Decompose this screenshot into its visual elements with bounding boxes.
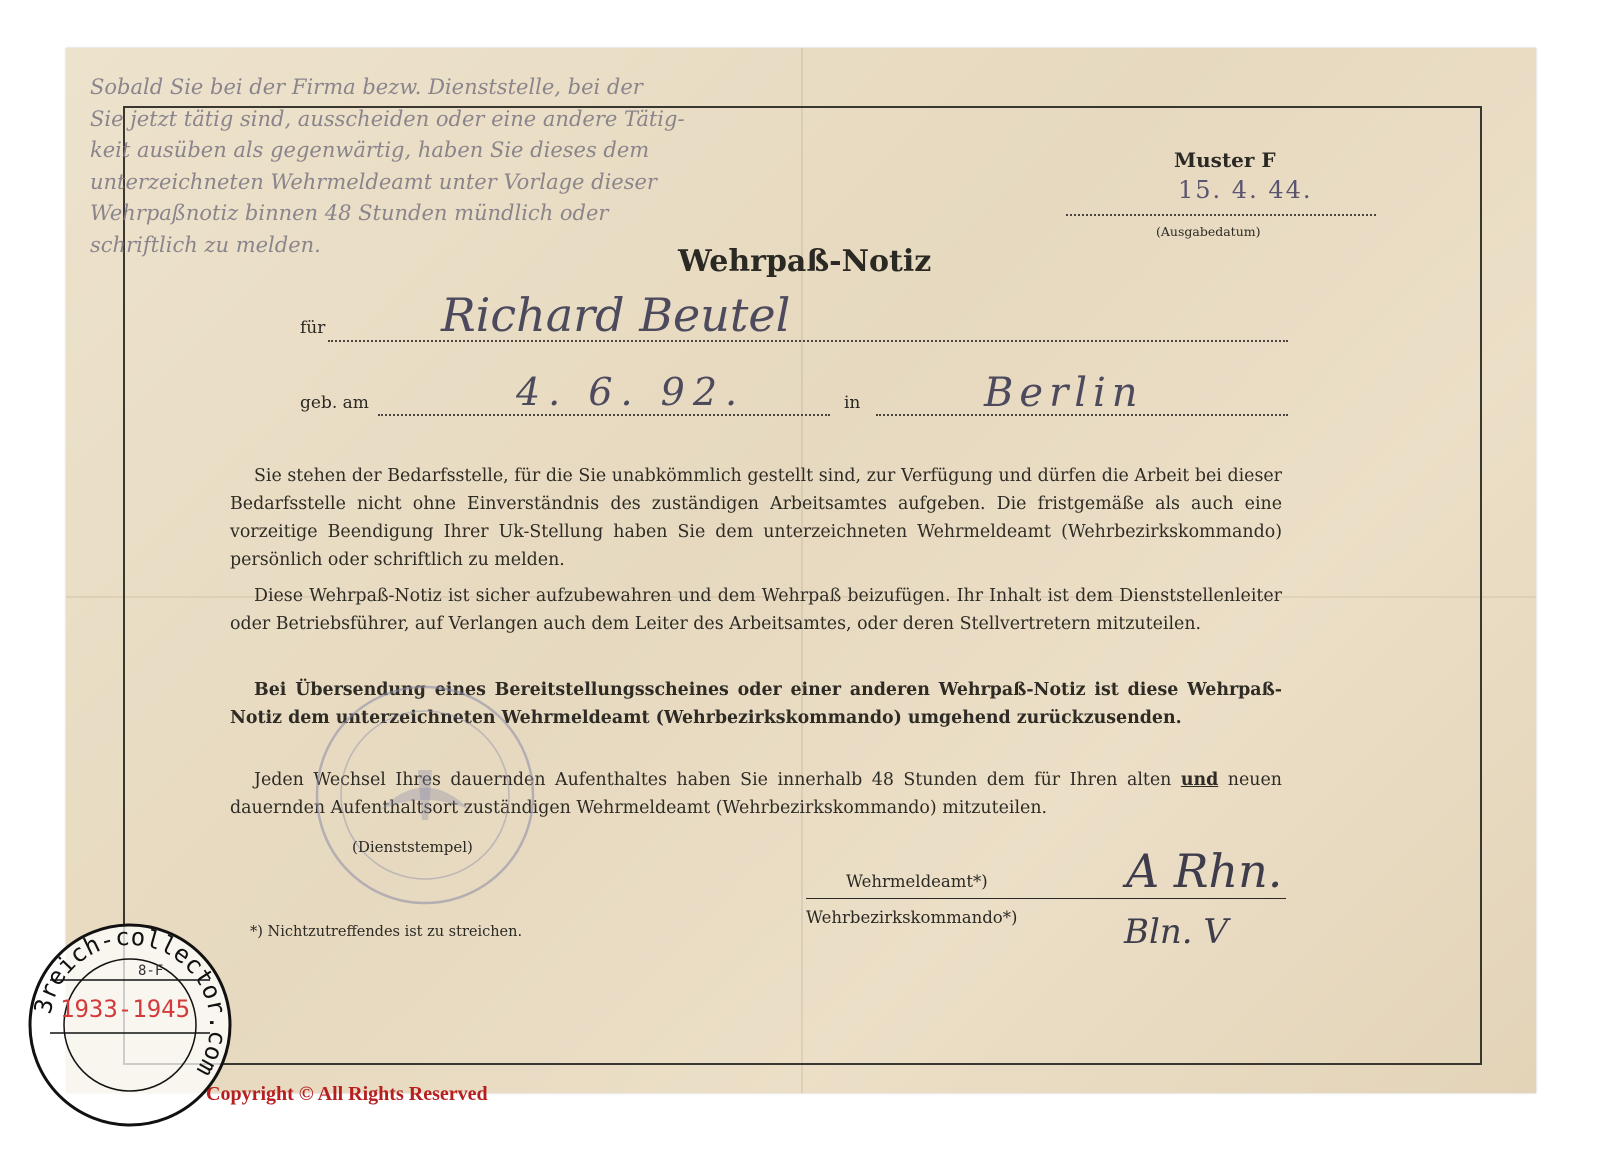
birth-place: Berlin xyxy=(984,370,1144,416)
wehrbezirkskommando-label: Wehrbezirkskommando*) xyxy=(806,908,1018,927)
birth-date: 4. 6. 92. xyxy=(516,370,746,414)
paragraph-2: Diese Wehrpaß-Notiz ist sicher aufzubewahren und dem Wehrpaß beizufügen. Ihr Inhalt ist dem Dienststellenleiter oder Betriebsführer, auf Verlangen auch dem Leiter des Arbeitsamtes, oder deren Stellvertretern mitzuteilen. xyxy=(230,586,1282,634)
fuer-label: für xyxy=(300,318,326,338)
watermark-code: 8-F xyxy=(138,963,164,979)
in-label: in xyxy=(844,393,861,413)
issue-date: 15. 4. 44. xyxy=(1178,176,1313,204)
dienststempel-label: (Dienststempel) xyxy=(352,838,473,856)
stamp-line: Sie jetzt tätig sind, ausscheiden oder eine andere Tätig- xyxy=(90,106,685,131)
paragraph-1: Sie stehen der Bedarfsstelle, für die Sie unabkömmlich gestellt sind, zur Verfügung und dürfen die Arbeit bei dieser Bedarfsstelle nicht ohne Einverständnis des zuständigen Arbeitsamtes aufgeben. Die fristgemäße als auch eine vorzeitige Beendigung Ihrer Uk-Stellung haben Sie dem unterzeichneten Wehrmeldeamt (Wehrbezirkskommando) persönlich oder schriftlich zu melden. xyxy=(230,466,1282,570)
signature: A Rhn. xyxy=(1126,844,1283,898)
copyright-notice: Copyright © All Rights Reserved xyxy=(206,1083,488,1105)
muster-label: Muster F xyxy=(1174,148,1276,172)
issue-date-caption: (Ausgabedatum) xyxy=(1156,224,1261,239)
stamp-line: Sobald Sie bei der Firma bezw. Dienststelle, bei der xyxy=(90,75,643,99)
stamp-notice xyxy=(90,72,730,261)
stamp-line: schriftlich zu melden. xyxy=(90,232,321,257)
footnote: *) Nichtzutreffendes ist zu streichen. xyxy=(250,924,523,940)
official-stamp-seal xyxy=(300,670,550,920)
stamp-line: keit ausüben als gegenwärtig, haben Sie dieses dem xyxy=(90,138,650,162)
und-emphasis: und xyxy=(1180,770,1219,790)
stamp-line: unterzeichneten Wehrmeldeamt unter Vorlage dieser xyxy=(90,169,657,194)
paragraph-4-end: neuen dauernden Aufenthaltsort zuständigen Wehrmeldeamt (Wehrbezirkskommando) mitzuteilen. xyxy=(230,770,1282,818)
paragraph-4-start: Jeden Wechsel Ihres dauernden Aufenthaltes haben Sie innerhalb 48 Stunden dem für Ihren alten xyxy=(254,770,1172,790)
birth-date-line xyxy=(378,414,830,416)
watermark-site: 3reich-collector.com xyxy=(28,922,233,1082)
signature-sub: Bln. V xyxy=(1124,912,1228,952)
watermark-years: 1933-1945 xyxy=(60,995,191,1023)
paragraph-3: Bei Übersendung eines Bereitstellungsscheines oder einer anderen Wehrpaß-Notiz ist diese Wehrpaß-Notiz dem unterzeichneten Wehrmeldeamt (Wehrbezirkskommando) umgehend zurückzusenden. xyxy=(230,680,1282,728)
geb-label: geb. am xyxy=(300,393,369,413)
document-title: Wehrpaß-Notiz xyxy=(678,244,932,279)
person-name: Richard Beutel xyxy=(441,288,791,342)
signature-line xyxy=(806,898,1286,899)
stamp-line: Wehrpaßnotiz binnen 48 Stunden mündlich oder xyxy=(90,201,609,225)
wehrmeldeamt-label: Wehrmeldeamt*) xyxy=(846,872,988,891)
issue-date-line xyxy=(1066,214,1376,216)
